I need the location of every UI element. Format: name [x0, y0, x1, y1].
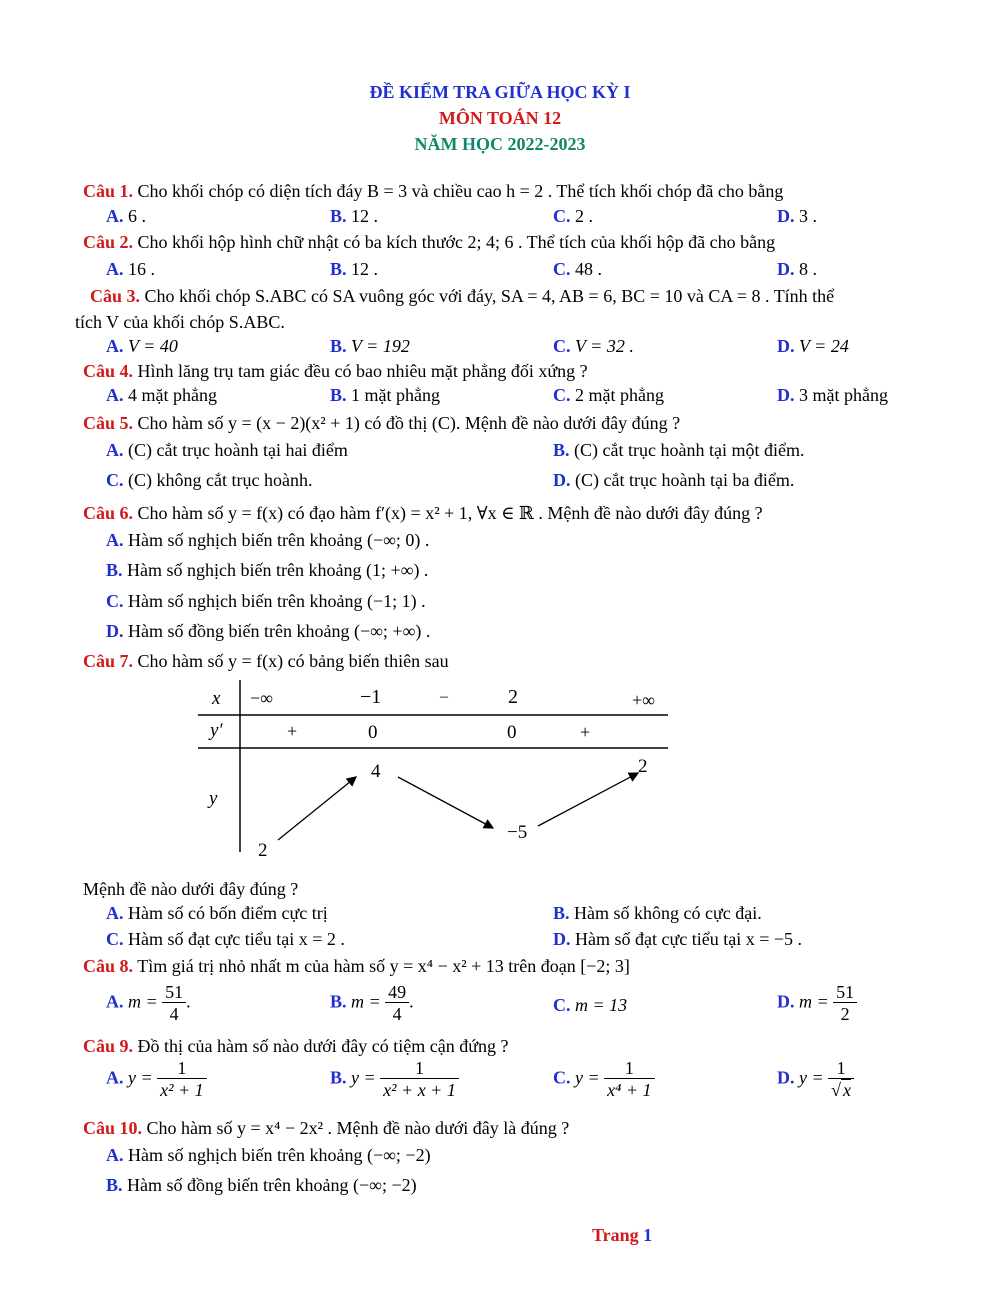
option-text: 4 mặt phẳng [128, 385, 217, 405]
question-text: Cho khối chóp S.ABC có SA vuông góc với đáy, SA = 4, AB = 6, BC = 10 và CA = 8 . Tính thể [144, 286, 835, 306]
question-text: Đồ thị của hàm số nào dưới đây có tiệm cận đứng ? [137, 1036, 509, 1056]
option-label: D. [553, 929, 571, 949]
x-label: x [212, 688, 221, 709]
option-label: A. [106, 903, 124, 923]
option-label: A. [106, 259, 124, 279]
yprime-sign: + [287, 721, 298, 741]
option-text: V = 192 [351, 336, 410, 356]
q8-option-a[interactable] [106, 982, 191, 1025]
option-text: V = 24 [799, 336, 849, 356]
q2-option-c[interactable] [553, 259, 602, 280]
question-label: Câu 7. [83, 651, 134, 671]
option-label: D. [553, 470, 571, 490]
page-footer [592, 1225, 652, 1246]
arrow-increasing-1 [278, 777, 356, 840]
q9-option-a[interactable] [106, 1058, 207, 1101]
exam-title: ĐỀ KIỂM TRA GIỮA HỌC KỲ I [369, 82, 631, 102]
option-text: 3 . [799, 206, 817, 226]
q8-option-d[interactable] [777, 982, 857, 1025]
option-text: 2 mặt phẳng [575, 385, 664, 405]
q9-option-b[interactable] [330, 1058, 459, 1101]
option-text: (C) cắt trục hoành tại ba điểm. [575, 470, 795, 490]
option-label: B. [330, 206, 347, 226]
option-text: (C) cắt trục hoành tại hai điểm [128, 440, 348, 460]
option-text: Hàm số nghịch biến trên khoảng (−1; 1) . [128, 591, 426, 611]
option-lhs: y = [351, 1067, 376, 1088]
q6-option-b[interactable] [106, 560, 428, 581]
option-text: Hàm số đồng biến trên khoảng (−∞; −2) [127, 1175, 417, 1195]
q4-option-b[interactable] [330, 385, 440, 406]
question-8 [83, 956, 630, 977]
q2-option-d[interactable] [777, 259, 817, 280]
option-lhs: y = [799, 1067, 824, 1088]
question-text: Cho hàm số y = x⁴ − 2x² . Mệnh đề nào dưới đây là đúng ? [146, 1118, 570, 1138]
option-label: D. [777, 336, 795, 356]
option-label: B. [106, 1175, 123, 1195]
fraction [828, 1058, 854, 1101]
question-text: Cho khối chóp có diện tích đáy B = 3 và chiều cao h = 2 . Thể tích khối chóp đã cho bằng [137, 181, 784, 201]
option-label: B. [330, 259, 347, 279]
q3-option-b[interactable] [330, 336, 410, 357]
option-label: C. [553, 336, 571, 356]
y-value: 2 [638, 756, 648, 777]
option-label: C. [106, 929, 124, 949]
q7-option-b[interactable] [553, 903, 762, 924]
q8-option-c[interactable] [553, 995, 627, 1016]
q4-option-c[interactable] [553, 385, 664, 406]
option-text: V = 40 [128, 336, 178, 356]
option-tail: . [409, 991, 414, 1012]
option-text: Hàm số nghịch biến trên khoảng (−∞; 0) . [128, 530, 430, 550]
q6-option-d[interactable] [106, 621, 430, 642]
q6-option-c[interactable] [106, 591, 426, 612]
question-text: Cho hàm số y = (x − 2)(x² + 1) có đồ thị (C). Mệnh đề nào dưới đây đúng ? [137, 413, 681, 433]
numerator: 1 [157, 1058, 207, 1079]
option-label: B. [553, 903, 570, 923]
option-label: A. [106, 1067, 124, 1088]
option-text: V = 32 . [575, 336, 634, 356]
denominator-sqrt: √ x [831, 1080, 852, 1100]
option-text: 12 . [351, 259, 379, 279]
question-3 [90, 286, 834, 307]
option-label: D. [106, 621, 124, 641]
option-lhs: m = [351, 991, 381, 1012]
q5-option-d[interactable] [553, 470, 794, 491]
q8-option-b[interactable] [330, 982, 414, 1025]
q1-option-b[interactable] [330, 206, 378, 227]
school-year: NĂM HỌC 2022-2023 [414, 134, 586, 154]
variation-table [198, 680, 668, 861]
option-tail: . [186, 991, 191, 1012]
option-label: D. [777, 385, 795, 405]
option-lhs: m = [799, 991, 829, 1012]
option-label: A. [106, 206, 124, 226]
numerator: 51 [833, 982, 857, 1003]
q1-option-d[interactable] [777, 206, 817, 227]
option-text: 16 . [128, 259, 155, 279]
question-text: Cho khối hộp hình chữ nhật có ba kích thước 2; 4; 6 . Thể tích của khối hộp đã cho bằng [137, 232, 776, 252]
option-text: Hàm số có bốn điểm cực trị [128, 903, 328, 923]
option-label: A. [106, 991, 124, 1012]
option-label: C. [106, 470, 124, 490]
question-text: Cho hàm số y = f(x) có bảng biến thiên sau [137, 651, 449, 671]
x-value: −1 [360, 686, 382, 708]
q3-option-d[interactable] [777, 336, 849, 357]
question-text: Hình lăng trụ tam giác đều có bao nhiêu mặt phẳng đối xứng ? [137, 361, 588, 381]
option-text: (C) cắt trục hoành tại một điểm. [574, 440, 805, 460]
fraction [604, 1058, 654, 1101]
q9-option-d[interactable] [777, 1058, 854, 1101]
option-text: Hàm số đồng biến trên khoảng (−∞; +∞) . [128, 621, 431, 641]
option-label: B. [330, 385, 347, 405]
y-label: y [209, 788, 218, 809]
question-label: Câu 1. [83, 181, 134, 201]
denominator: 2 [840, 1004, 850, 1024]
option-text: 1 mặt phẳng [351, 385, 440, 405]
q3-option-c[interactable] [553, 336, 634, 357]
denominator: x² + 1 [160, 1080, 204, 1100]
yprime-zero: 0 [368, 722, 378, 743]
option-lhs: y = [128, 1067, 153, 1088]
option-label: C. [553, 995, 571, 1015]
option-label: A. [106, 385, 124, 405]
question-6 [83, 503, 763, 524]
option-label: B. [330, 1067, 347, 1088]
radicand: x [843, 1080, 852, 1100]
q1-option-a[interactable] [106, 206, 146, 227]
question-label: Câu 3. [90, 286, 141, 306]
option-label: B. [330, 336, 347, 356]
numerator: 1 [380, 1058, 459, 1079]
option-text: 8 . [799, 259, 817, 279]
option-text: 2 . [575, 206, 593, 226]
denominator: 4 [392, 1004, 402, 1024]
y-value: 4 [371, 761, 381, 782]
fraction [162, 982, 186, 1025]
q5-option-b[interactable] [553, 440, 804, 461]
q10-option-b[interactable] [106, 1175, 417, 1196]
q2-option-b[interactable] [330, 259, 378, 280]
option-text: 12 . [351, 206, 379, 226]
question-4 [83, 361, 588, 382]
option-label: C. [106, 591, 124, 611]
option-label: C. [553, 1067, 571, 1088]
question-label: Câu 6. [83, 503, 134, 523]
question-7 [83, 651, 449, 672]
question-label: Câu 9. [83, 1036, 134, 1056]
q10-option-a[interactable] [106, 1145, 431, 1166]
question-3-continued: tích V của khối chóp S.ABC. [75, 312, 285, 332]
option-text: Hàm số nghịch biến trên khoảng (1; +∞) . [127, 560, 429, 580]
q7-option-d[interactable] [553, 929, 802, 950]
question-label: Câu 4. [83, 361, 134, 381]
question-2 [83, 232, 775, 253]
option-label: C. [553, 385, 571, 405]
option-text: Hàm số đạt cực tiểu tại x = −5 . [575, 929, 803, 949]
option-text: m = 13 [575, 995, 628, 1015]
option-label: D. [777, 991, 795, 1012]
numerator: 51 [162, 982, 186, 1003]
option-text: 48 . [575, 259, 602, 279]
question-9 [83, 1036, 508, 1057]
question-1 [83, 181, 783, 202]
question-text: Tìm giá trị nhỏ nhất m của hàm số y = x⁴ − x² + 13 trên đoạn [−2; 3] [137, 956, 630, 976]
fraction [157, 1058, 207, 1101]
question-10 [83, 1118, 569, 1139]
question-label: Câu 10. [83, 1118, 143, 1138]
option-text: Hàm số không có cực đại. [574, 903, 762, 923]
yprime-sign: + [580, 722, 591, 742]
x-value: +∞ [632, 690, 655, 710]
option-label: D. [777, 206, 795, 226]
question-text: Cho hàm số y = f(x) có đạo hàm f′(x) = x² + 1, ∀x ∈ ℝ . Mệnh đề nào dưới đây đúng ? [137, 503, 763, 523]
page-word: Trang [592, 1225, 639, 1245]
option-label: D. [777, 1067, 795, 1088]
arrow-increasing-2 [538, 773, 638, 826]
option-text: 6 . [128, 206, 146, 226]
page-number: 1 [643, 1225, 653, 1245]
question-5 [83, 413, 680, 434]
option-label: D. [777, 259, 795, 279]
option-text: 3 mặt phẳng [799, 385, 888, 405]
question-7-prompt: Mệnh đề nào dưới đây đúng ? [83, 879, 299, 899]
option-label: A. [106, 336, 124, 356]
q4-option-d[interactable] [777, 385, 888, 406]
option-text: Hàm số nghịch biến trên khoảng (−∞; −2) [128, 1145, 431, 1165]
arrow-decreasing [398, 777, 493, 828]
x-value: −∞ [250, 688, 273, 708]
option-text: (C) không cắt trục hoành. [128, 470, 313, 490]
q2-option-a[interactable] [106, 259, 155, 280]
q7-option-a[interactable] [106, 903, 328, 924]
option-label: C. [553, 206, 571, 226]
numerator: 1 [604, 1058, 654, 1079]
option-label: B. [106, 560, 123, 580]
q1-option-c[interactable] [553, 206, 593, 227]
yprime-label: y′ [210, 720, 223, 741]
option-label: B. [553, 440, 570, 460]
y-value: 2 [258, 840, 268, 861]
option-label: A. [106, 1145, 124, 1165]
denominator: 4 [169, 1004, 179, 1024]
option-text: Hàm số đạt cực tiểu tại x = 2 . [128, 929, 345, 949]
x-value: – [440, 688, 448, 705]
numerator: 1 [828, 1058, 854, 1079]
option-lhs: m = [128, 991, 158, 1012]
option-lhs: y = [575, 1067, 600, 1088]
fraction [385, 982, 409, 1025]
fraction [380, 1058, 459, 1101]
question-label: Câu 5. [83, 413, 134, 433]
q5-option-a[interactable] [106, 440, 348, 461]
option-label: B. [330, 991, 347, 1012]
yprime-zero: 0 [507, 722, 517, 743]
fraction [833, 982, 857, 1025]
q4-option-a[interactable] [106, 385, 217, 406]
q3-option-a[interactable] [106, 336, 178, 357]
denominator: x⁴ + 1 [607, 1080, 652, 1100]
numerator: 49 [385, 982, 409, 1003]
option-label: C. [553, 259, 571, 279]
denominator: x² + x + 1 [383, 1080, 456, 1100]
q7-option-c[interactable] [106, 929, 345, 950]
q6-option-a[interactable] [106, 530, 429, 551]
x-value: 2 [508, 686, 518, 708]
option-label: A. [106, 530, 124, 550]
q5-option-c[interactable] [106, 470, 312, 491]
question-label: Câu 2. [83, 232, 134, 252]
q9-option-c[interactable] [553, 1058, 655, 1101]
option-label: A. [106, 440, 124, 460]
y-value: −5 [507, 822, 528, 843]
question-label: Câu 8. [83, 956, 134, 976]
subject-title: MÔN TOÁN 12 [438, 108, 562, 128]
